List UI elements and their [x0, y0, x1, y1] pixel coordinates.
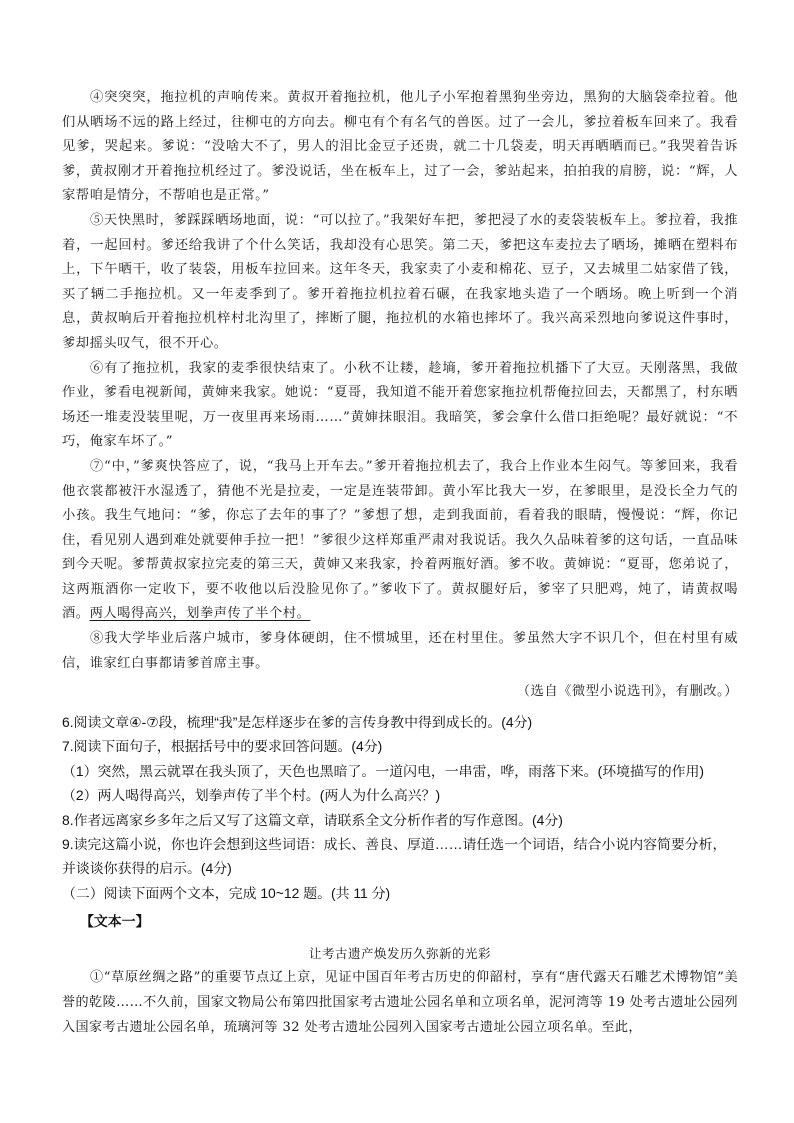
- story-text: [62, 86, 738, 705]
- question-7-2: （2）两人喝得高兴，划拳声传了半个村。(两人为什么高兴？): [62, 787, 441, 804]
- story-paragraph-7-text: ⑦“中，”爹爽快答应了，说，“我马上开车去。”爹开着拖拉机去了，我合上作业本生闷气。等爹回来，我看他衣裳都被汗水湿透了，猜他不光是拉麦，一定是连装带卸。黄小军比我大一岁，在爹眼里，是没长全力气的小孩。我生气地问：“爹，你忘了去年的事了？”爹想了想，走到我面前，看着我的眼睛，慢慢说：“辉，你记住，看见别人遇到难处就要伸手拉一把！”爹很少这样郑重严肃对我说话。我久久品味着爹的这句话，一直品味到今天呢。爹帮黄叔家拉完麦的第三天，黄婶又来我家，拎着两瓶好酒。爹不收。黄婶说：“夏哥，您弟说了，这两瓶酒你一定收下，要不收他以后没脸见你了。”爹收下了。黄叔腿好后，爹宰了只肥鸡，炖了，请黄叔喝酒。: [62, 458, 738, 622]
- question-6: 6.阅读文章④-⑦段，梳理“我”是怎样逐步在爹的言传身教中得到成长的。(4分): [62, 714, 533, 730]
- story-paragraph-5: ⑤天快黑时，爹踩踩晒场地面，说：“可以拉了。”我架好车把，爹把浸了水的麦袋装板车上。爹拉着，我推着，一起回村。爹还给我讲了个什么笑话，我却没有心思笑。第二天，爹把这车麦拉去了晒场，摊晒在塑料布上，下午晒干，收了装袋，用板车拉回来。这年冬天，我家卖了小麦和棉花、豆子，又去城里二姑家借了钱，买了辆二手拖拉机。又一年麦季到了。爹开着拖拉机拉着石碾，在我家地头造了一个晒场。晚上听到一个消息，黄叔晌后开着拖拉机梓村北沟里了，摔断了腿，拖拉机的水箱也摔坏了。我兴高采烈地向爹说这件事时，爹却摇头叹气，很不开心。: [62, 212, 738, 351]
- section-2-heading: （二）阅读下面两个文本，完成 10~12 题。(共 11 分): [62, 884, 391, 901]
- question-9: 9.读完这篇小说，你也许会想到这些词语：成长、善良、厚道……请任选一个词语，结合小说内容简要分析，并谈谈你获得的启示。(4分): [62, 836, 727, 877]
- story-paragraph-7: [62, 455, 738, 627]
- text-1-paragraph-1: ①“草原丝绸之路”的重要节点辽上京，见证中国百年考古历史的仰韶村，享有“唐代露天石雕艺术博物馆”美誉的乾陵……不久前，国家文物局公布第四批国家考古遗址公园名单和立项名单，泥河湾等 19 处考古遗址公园列入国家考古遗址公园名单，琉璃河等 32 处考古遗址公园列入国家考古遗址公园立项名单。至此，: [62, 970, 738, 1035]
- text-1-label: 【文本一】: [80, 913, 150, 930]
- underlined-sentence: 两人喝得高兴，划拳声传了半个村。: [89, 606, 311, 622]
- question-section: [62, 710, 738, 1040]
- story-paragraph-6: ⑥有了拖拉机，我家的麦季很快结束了。小秋不让耧，趁墒，爹开着拖拉机播下了大豆。天刚落黑，我做作业，爹看电视新闻，黄婶来我家。她说：“夏哥，我知道不能开着您家拖拉机帮俺拉回去，天都黑了，村东晒场还一堆麦没装里呢，万一夜里再来场雨……”黄婶抹眼泪。我暗笑，爹会拿什么借口拒绝呢？最好就说：“不巧，俺家车坏了。”: [62, 360, 738, 450]
- text-1-title: 让考古遗产焕发历久弥新的光彩: [308, 945, 491, 961]
- question-7-1: （1）突然，黑云就罩在我头顶了，天色也黑暗了。一道闪电，一串雷，哗，雨落下来。(环境描写的作用): [62, 762, 705, 779]
- question-8: 8.作者远离家乡多年之后又写了这篇文章，请联系全文分析作者的写作意图。(4分): [62, 811, 563, 828]
- question-7: 7.阅读下面句子，根据括号中的要求回答问题。(4分): [62, 738, 383, 755]
- source-citation: （选自《微型小说选刊》，有删改。）: [516, 684, 738, 700]
- story-paragraph-4: ④突突突，拖拉机的声响传来。黄叔开着拖拉机，他儿子小军抱着黑狗坐旁边，黑狗的大脑袋牵拉着。他们从晒场不远的路上经过，往柳屯的方向去。柳屯有个有名气的兽医。过了一会儿，爹拉着板车回来了。我看见爹，哭起来。爹说：“没啥大不了，男人的泪比金豆子还贵，就二十几袋麦，明天再晒晒而已。”我哭着告诉爹，黄叔刚才开着拖拉机经过了。爹没说话，坐在板车上，过了一会，爹站起来，拍拍我的肩膀，说：“辉，人家帮咱是情分，不帮咱也是正常。”: [62, 90, 738, 204]
- story-paragraph-8: ⑧我大学毕业后落户城市，爹身体硬朗，住不惯城里，还在村里住。爹虽然大字不识几个，但在村里有威信，谁家红白事都请爹首席主事。: [62, 631, 738, 671]
